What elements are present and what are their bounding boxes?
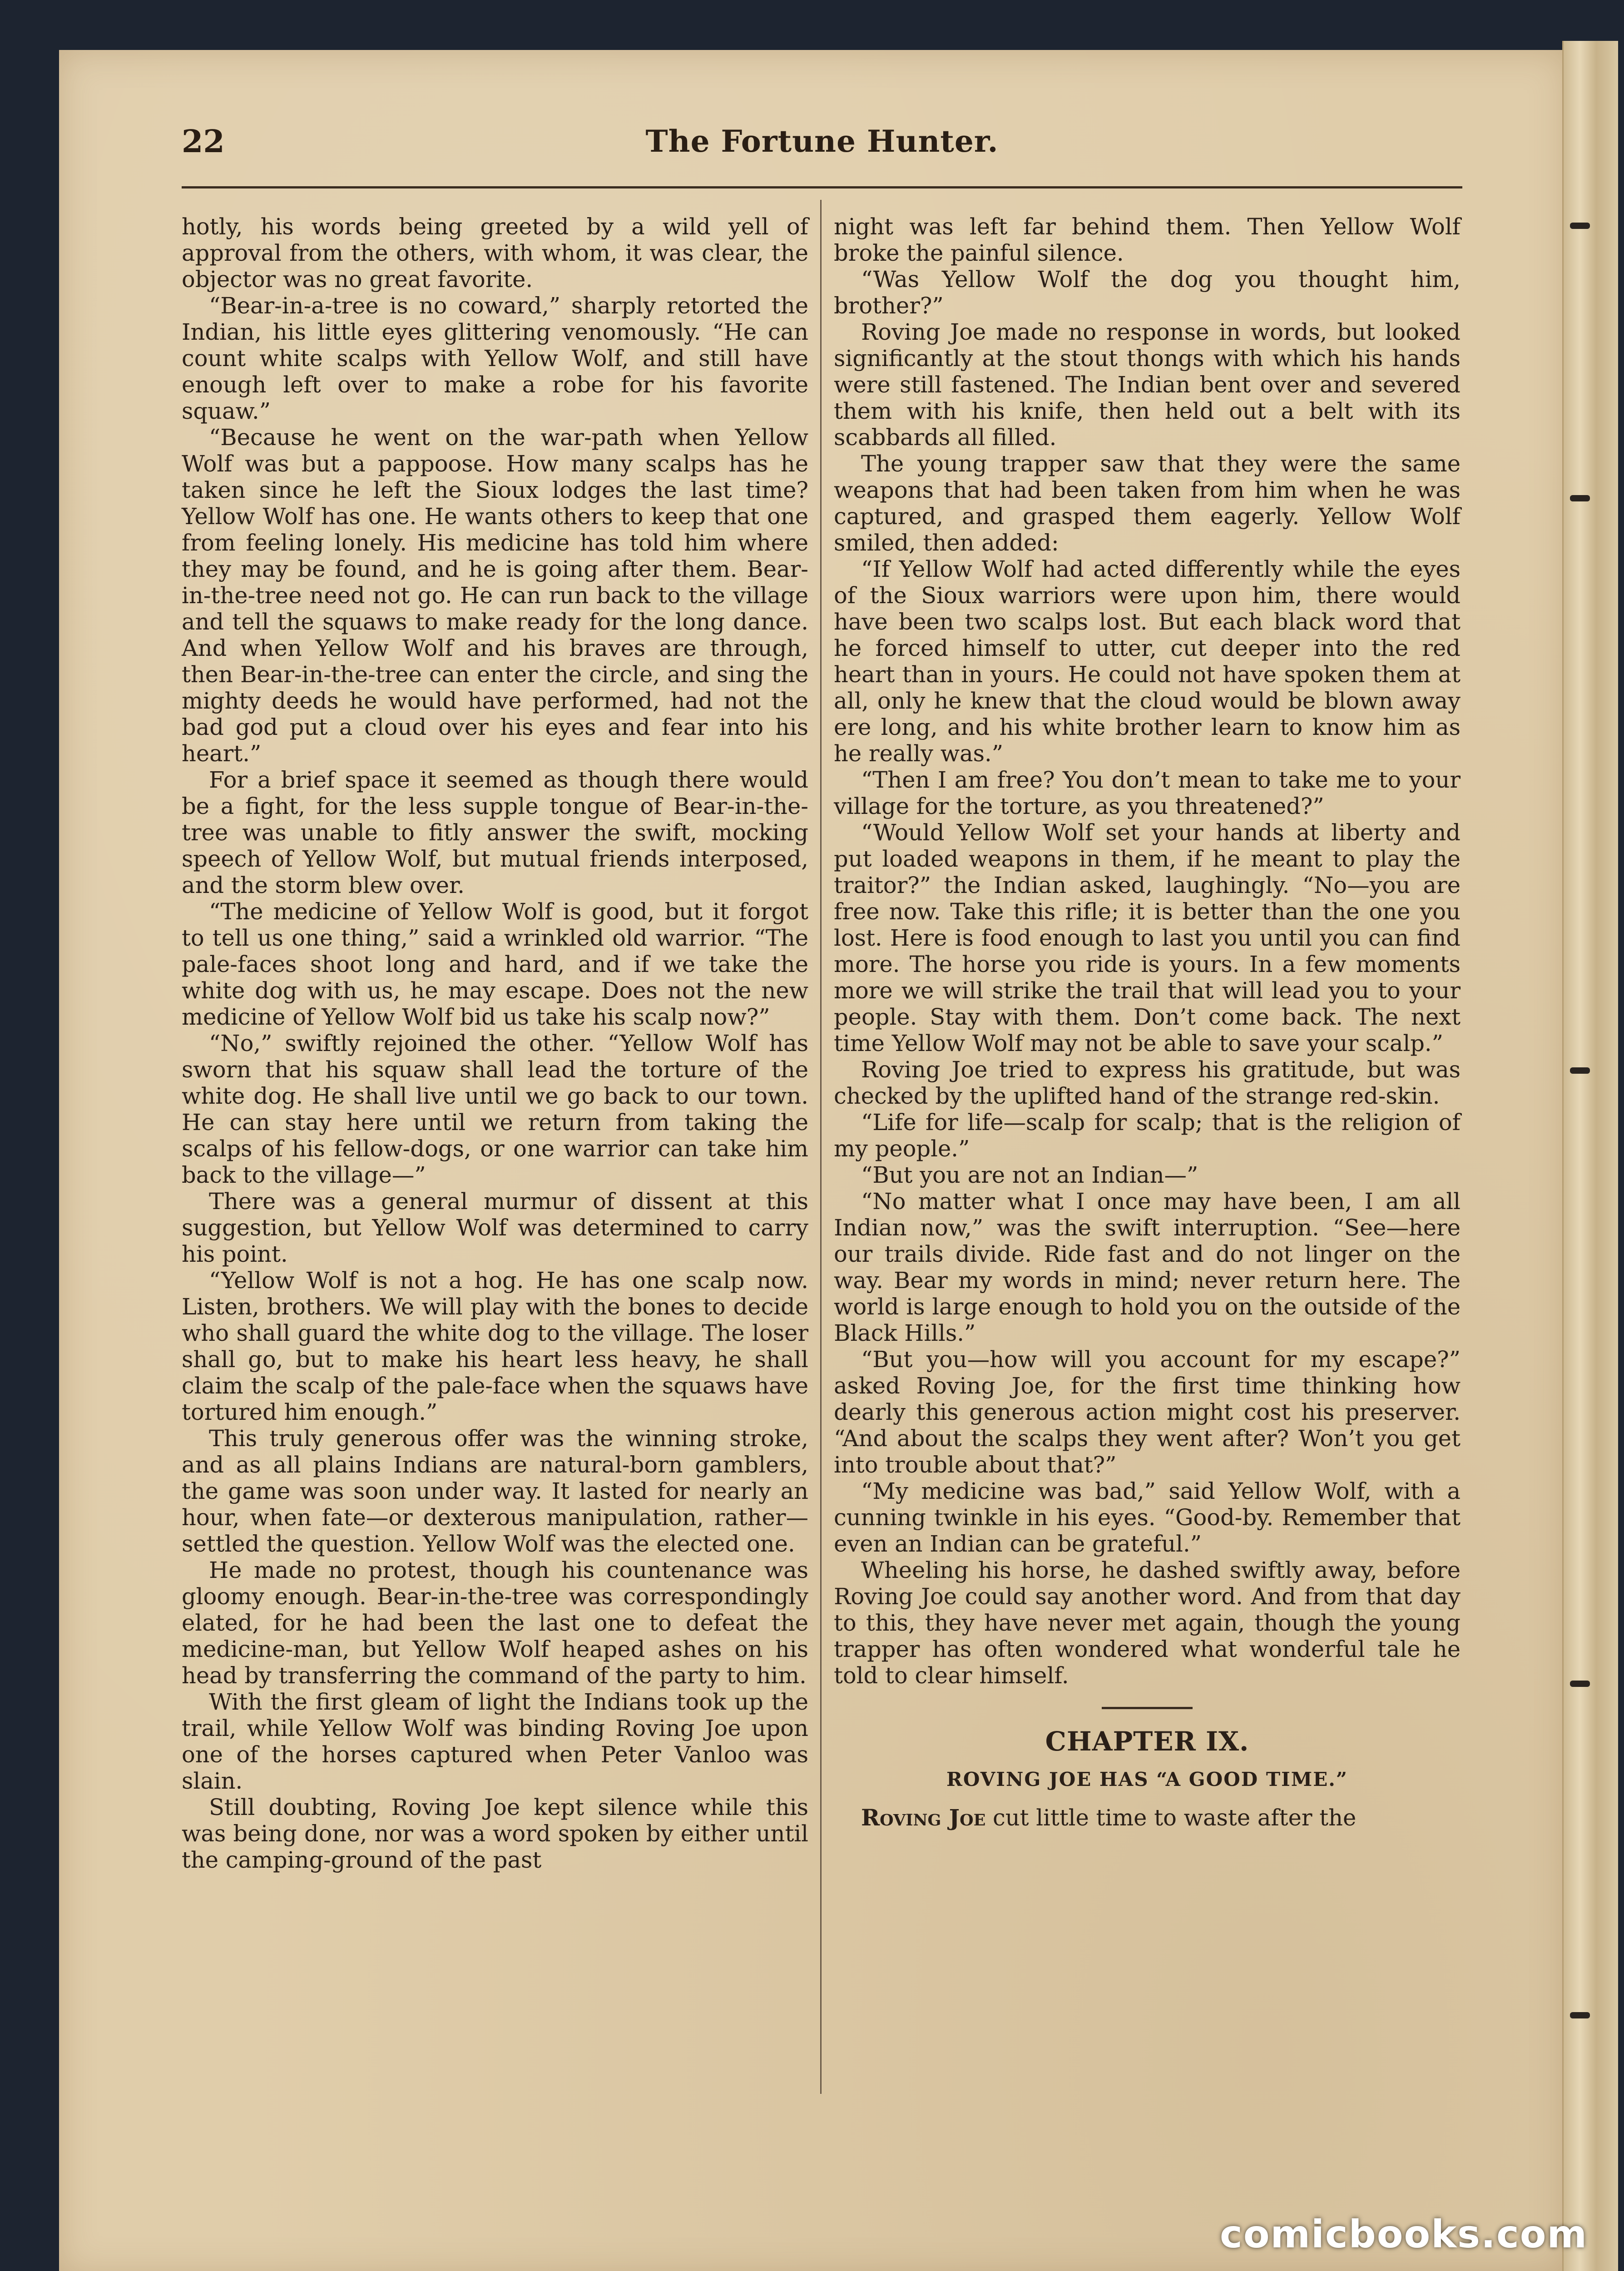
stitch-mark xyxy=(1570,2012,1590,2018)
chapter-opening-smallcaps: Roving Joe xyxy=(861,1805,986,1831)
paragraph: Roving Joe tried to express his gratitude, but was checked by the uplifted hand of the strange red-skin. xyxy=(834,1056,1461,1109)
paragraph: “My medicine was bad,” said Yellow Wolf, with a cunning twinkle in his eyes. “Good-by. Remember that even an Indian can be grateful.” xyxy=(834,1478,1461,1557)
binding-spine xyxy=(1562,41,1618,2271)
page-header xyxy=(182,124,1462,174)
paragraph: night was left far behind them. Then Yellow Wolf broke the painful silence. xyxy=(834,213,1461,266)
paragraph: For a brief space it seemed as though there would be a fight, for the less supple tongue of Bear-in-the-tree was unable to fitly answer the swift, mocking speech of Yellow Wolf, but mutual friends interposed, and the storm blew over. xyxy=(182,767,808,898)
chapter-title: CHAPTER IX. xyxy=(1045,1726,1249,1757)
paragraph: The young trapper saw that they were the same weapons that had been taken from him when he was captured, and grasped them eagerly. Yellow Wolf smiled, then added: xyxy=(834,451,1461,556)
paragraph: “No,” swiftly rejoined the other. “Yellow Wolf has sworn that his squaw shall lead the torture of the white dog. He shall live until we go back to our town. He can stay here until we return from taking the scalps of his fellow-dogs, or one warrior can take him back to the village—” xyxy=(182,1030,808,1188)
paragraph: “No matter what I once may have been, I am all Indian now,” was the swift interruption. “See—here our trails divide. Ride fast and do not linger on the way. Bear my words in mind; never return here. The world is large enough to hold you on the outside of the Black Hills.” xyxy=(834,1188,1461,1346)
watermark: comicbooks.com xyxy=(1220,2212,1588,2256)
chapter-subtitle: ROVING JOE HAS “A GOOD TIME.” xyxy=(946,1768,1348,1790)
chapter-opening-text: cut little time to waste after the xyxy=(985,1805,1357,1831)
header-rule xyxy=(182,186,1462,188)
paragraph: “Life for life—scalp for scalp; that is the religion of my people.” xyxy=(834,1109,1461,1162)
stitch-mark xyxy=(1570,495,1590,501)
stitch-mark xyxy=(1570,1681,1590,1687)
paragraph: “But you—how will you account for my escape?” asked Roving Joe, for the first time thinking how dearly this generous action might cost his preserver. “And about the scalps they went after? Won’t you get into trouble about that?” xyxy=(834,1346,1461,1478)
paragraph: “But you are not an Indian—” xyxy=(861,1162,1198,1188)
left-column xyxy=(182,213,808,1873)
paragraph: With the first gleam of light the Indians took up the trail, while Yellow Wolf was binding Roving Joe upon one of the horses captured when Peter Vanloo was slain. xyxy=(182,1689,808,1794)
paragraph: “Because he went on the war-path when Yellow Wolf was but a pappoose. How many scalps has he taken since he left the Sioux lodges the last time? Yellow Wolf has one. He wants others to keep that one from feeling lonely. His medicine has told him where they may be found, and he is going after them. Bear-in-the-tree need not go. He can run back to the village and tell the squaws to make ready for the long dance. And when Yellow Wolf and his braves are through, then Bear-in-the-tree can enter the circle, and sing the mighty deeds he would have performed, had not the bad god put a cloud over his eyes and fear into his heart.” xyxy=(182,424,808,767)
page-number: 22 xyxy=(182,124,225,160)
paragraph: “Bear-in-a-tree is no coward,” sharply retorted the Indian, his little eyes glittering venomously. “He can count white scalps with Yellow Wolf, and still have enough left over to make a robe for his favorite squaw.” xyxy=(182,293,808,424)
right-column xyxy=(834,213,1461,1831)
paragraph: “If Yellow Wolf had acted differently while the eyes of the Sioux warriors were upon him, there would have been two scalps lost. But each black word that he forced himself to utter, cut deeper into the red heart than in yours. He could not have spoken them at all, only he knew that the cloud would be blown away ere long, and his white brother learn to know him as he really was.” xyxy=(834,556,1461,767)
running-title: The Fortune Hunter. xyxy=(645,124,999,159)
chapter-rule xyxy=(1102,1707,1193,1709)
paragraph: There was a general murmur of dissent at this suggestion, but Yellow Wolf was determined to carry his point. xyxy=(182,1188,808,1267)
paragraph: Wheeling his horse, he dashed swiftly away, before Roving Joe could say another word. And from that day to this, they have never met again, though the young trapper has often wondered what wonderful tale he told to clear himself. xyxy=(834,1557,1461,1689)
stitch-mark xyxy=(1570,223,1590,229)
paragraph: “Would Yellow Wolf set your hands at liberty and put loaded weapons in them, if he meant to play the traitor?” the Indian asked, laughingly. “No—you are free now. Take this rifle; it is better than the one you lost. Here is food enough to last you until you can find more. The horse you ride is yours. In a few moments more we will strike the trail that will lead you to your people. Stay with them. Don’t come back. The next time Yellow Wolf may not be able to save your scalp.” xyxy=(834,819,1461,1056)
paragraph: “The medicine of Yellow Wolf is good, but it forgot to tell us one thing,” said a wrinkled old warrior. “The pale-faces shoot long and hard, and if we take the white dog with us, he may escape. Does not the new medicine of Yellow Wolf bid us take his scalp now?” xyxy=(182,898,808,1030)
right-column-paragraphs xyxy=(834,213,1461,1689)
paragraph: Still doubting, Roving Joe kept silence while this was being done, nor was a word spoken by either until the camping-ground of the past xyxy=(182,1794,808,1873)
column-divider xyxy=(820,200,822,2094)
paragraph: “Then I am free? You don’t mean to take me to your village for the torture, as you threatened?” xyxy=(834,767,1461,819)
paragraph: hotly, his words being greeted by a wild yell of approval from the others, with whom, it was clear, the objector was no great favorite. xyxy=(182,213,808,293)
paragraph: This truly generous offer was the winning stroke, and as all plains Indians are natural-born gamblers, the game was soon under way. It lasted for nearly an hour, when fate—or dexterous manipulation, rather—settled the question. Yellow Wolf was the elected one. xyxy=(182,1425,808,1557)
chapter-opening-paragraph xyxy=(834,1805,1461,1831)
paragraph: “Was Yellow Wolf the dog you thought him, brother?” xyxy=(834,266,1461,319)
paragraph: Roving Joe made no response in words, but looked significantly at the stout thongs with which his hands were still fastened. The Indian bent over and severed them with his knife, then held out a belt with its scabbards all filled. xyxy=(834,319,1461,451)
paragraph: He made no protest, though his countenance was gloomy enough. Bear-in-the-tree was correspondingly elated, for he had been the last one to defeat the medicine-man, but Yellow Wolf heaped ashes on his head by transferring the command of the party to him. xyxy=(182,1557,808,1689)
paragraph: “Yellow Wolf is not a hog. He has one scalp now. Listen, brothers. We will play with the bones to decide who shall guard the white dog to the village. The loser shall go, but to make his heart less heavy, he shall claim the scalp of the pale-face when the squaws have tortured him enough.” xyxy=(182,1267,808,1425)
stitch-mark xyxy=(1570,1067,1590,1074)
